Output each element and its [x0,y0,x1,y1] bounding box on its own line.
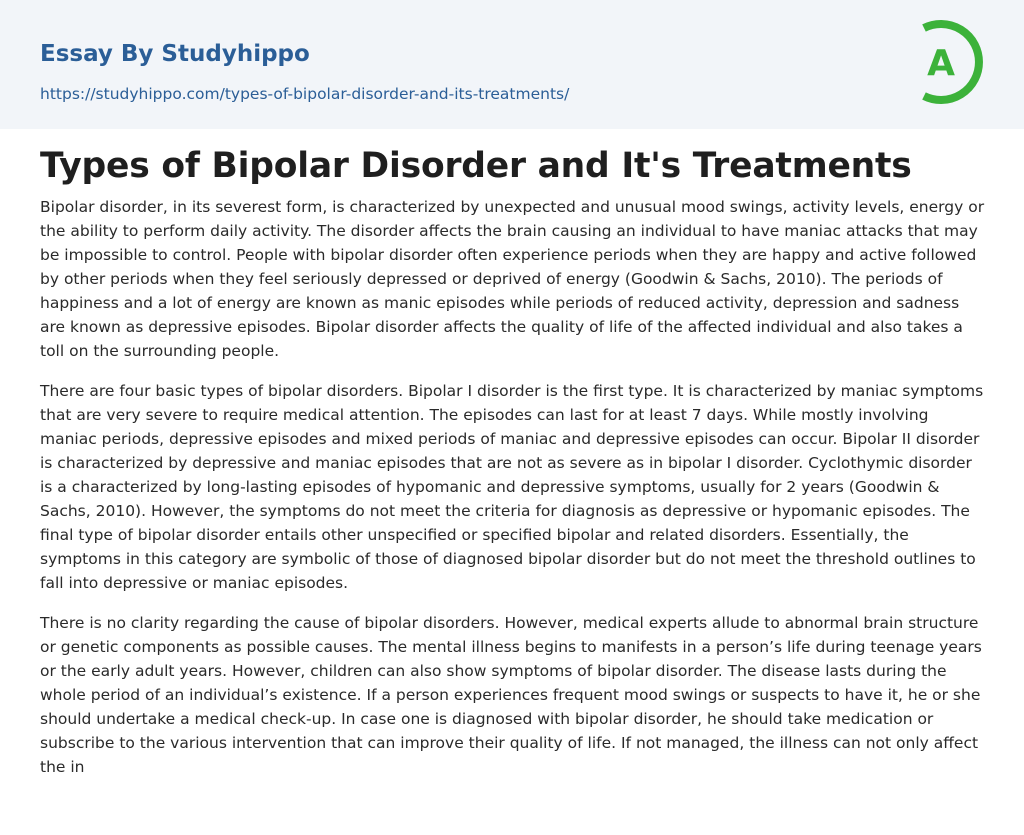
paragraph: There are four basic types of bipolar disorders. Bipolar I disorder is the first type. It is characterized by maniac symptoms that are very severe to require medical attention. The episodes can last for at least 7 days. While mostly involving maniac periods, depressive episodes and mixed periods of maniac and depressive episodes can occur. Bipolar II disorder is characterized by depressive and maniac episodes that are not as severe as in bipolar I disorder. Cyclothymic disorder is a characterized by long-lasting episodes of hypomanic and depressive symptoms, usually for 2 years (Goodwin & Sachs, 2010). However, the symptoms do not meet the criteria for diagnosis as depressive or hypomanic episodes. The final type of bipolar disorder entails other unspecified or specified bipolar and related disorders. Essentially, the symptoms in this category are symbolic of those of diagnosed bipolar disorder but do not meet the threshold outlines to fall into depressive or maniac episodes. [40,382,984,592]
article-body [40,195,985,795]
article-url-link[interactable]: https://studyhippo.com/types-of-bipolar-disorder-and-its-treatments/ [40,85,570,103]
brand-title: Essay By Studyhippo [40,41,310,67]
paragraph: There is no clarity regarding the cause of bipolar disorders. However, medical experts allude to abnormal brain structure or genetic components as possible causes. The mental illness begins to manifests in a person’s life during teenage years or the early adult years. However, children can also show symptoms of bipolar disorder. The disease lasts during the whole period of an individual’s existence. If a person experiences frequent mood swings or suspects to have it, he or she should undertake a medical check-up. In case one is diagnosed with bipolar disorder, he should take medication or subscribe to the various intervention that can improve their quality of life. If not managed, the illness can not only affect the in [40,614,982,776]
article-title: Types of Bipolar Disorder and It's Treatments [40,146,912,186]
header [0,0,1024,129]
logo-letter: A [927,43,955,84]
paragraph: Bipolar disorder, in its severest form, is characterized by unexpected and unusual mood swings, activity levels, energy or the ability to perform daily activity. The disorder affects the brain causing an individual to have maniac attacks that may be impossible to control. People with bipolar disorder often experience periods when they are happy and active followed by other periods when they feel seriously depressed or deprived of energy (Goodwin & Sachs, 2010). The periods of happiness and a lot of energy are known as manic episodes while periods of reduced activity, depression and sadness are known as depressive episodes. Bipolar disorder affects the quality of life of the affected individual and also takes a toll on the surrounding people. [40,198,985,360]
studyhippo-logo-icon[interactable] [908,16,992,108]
